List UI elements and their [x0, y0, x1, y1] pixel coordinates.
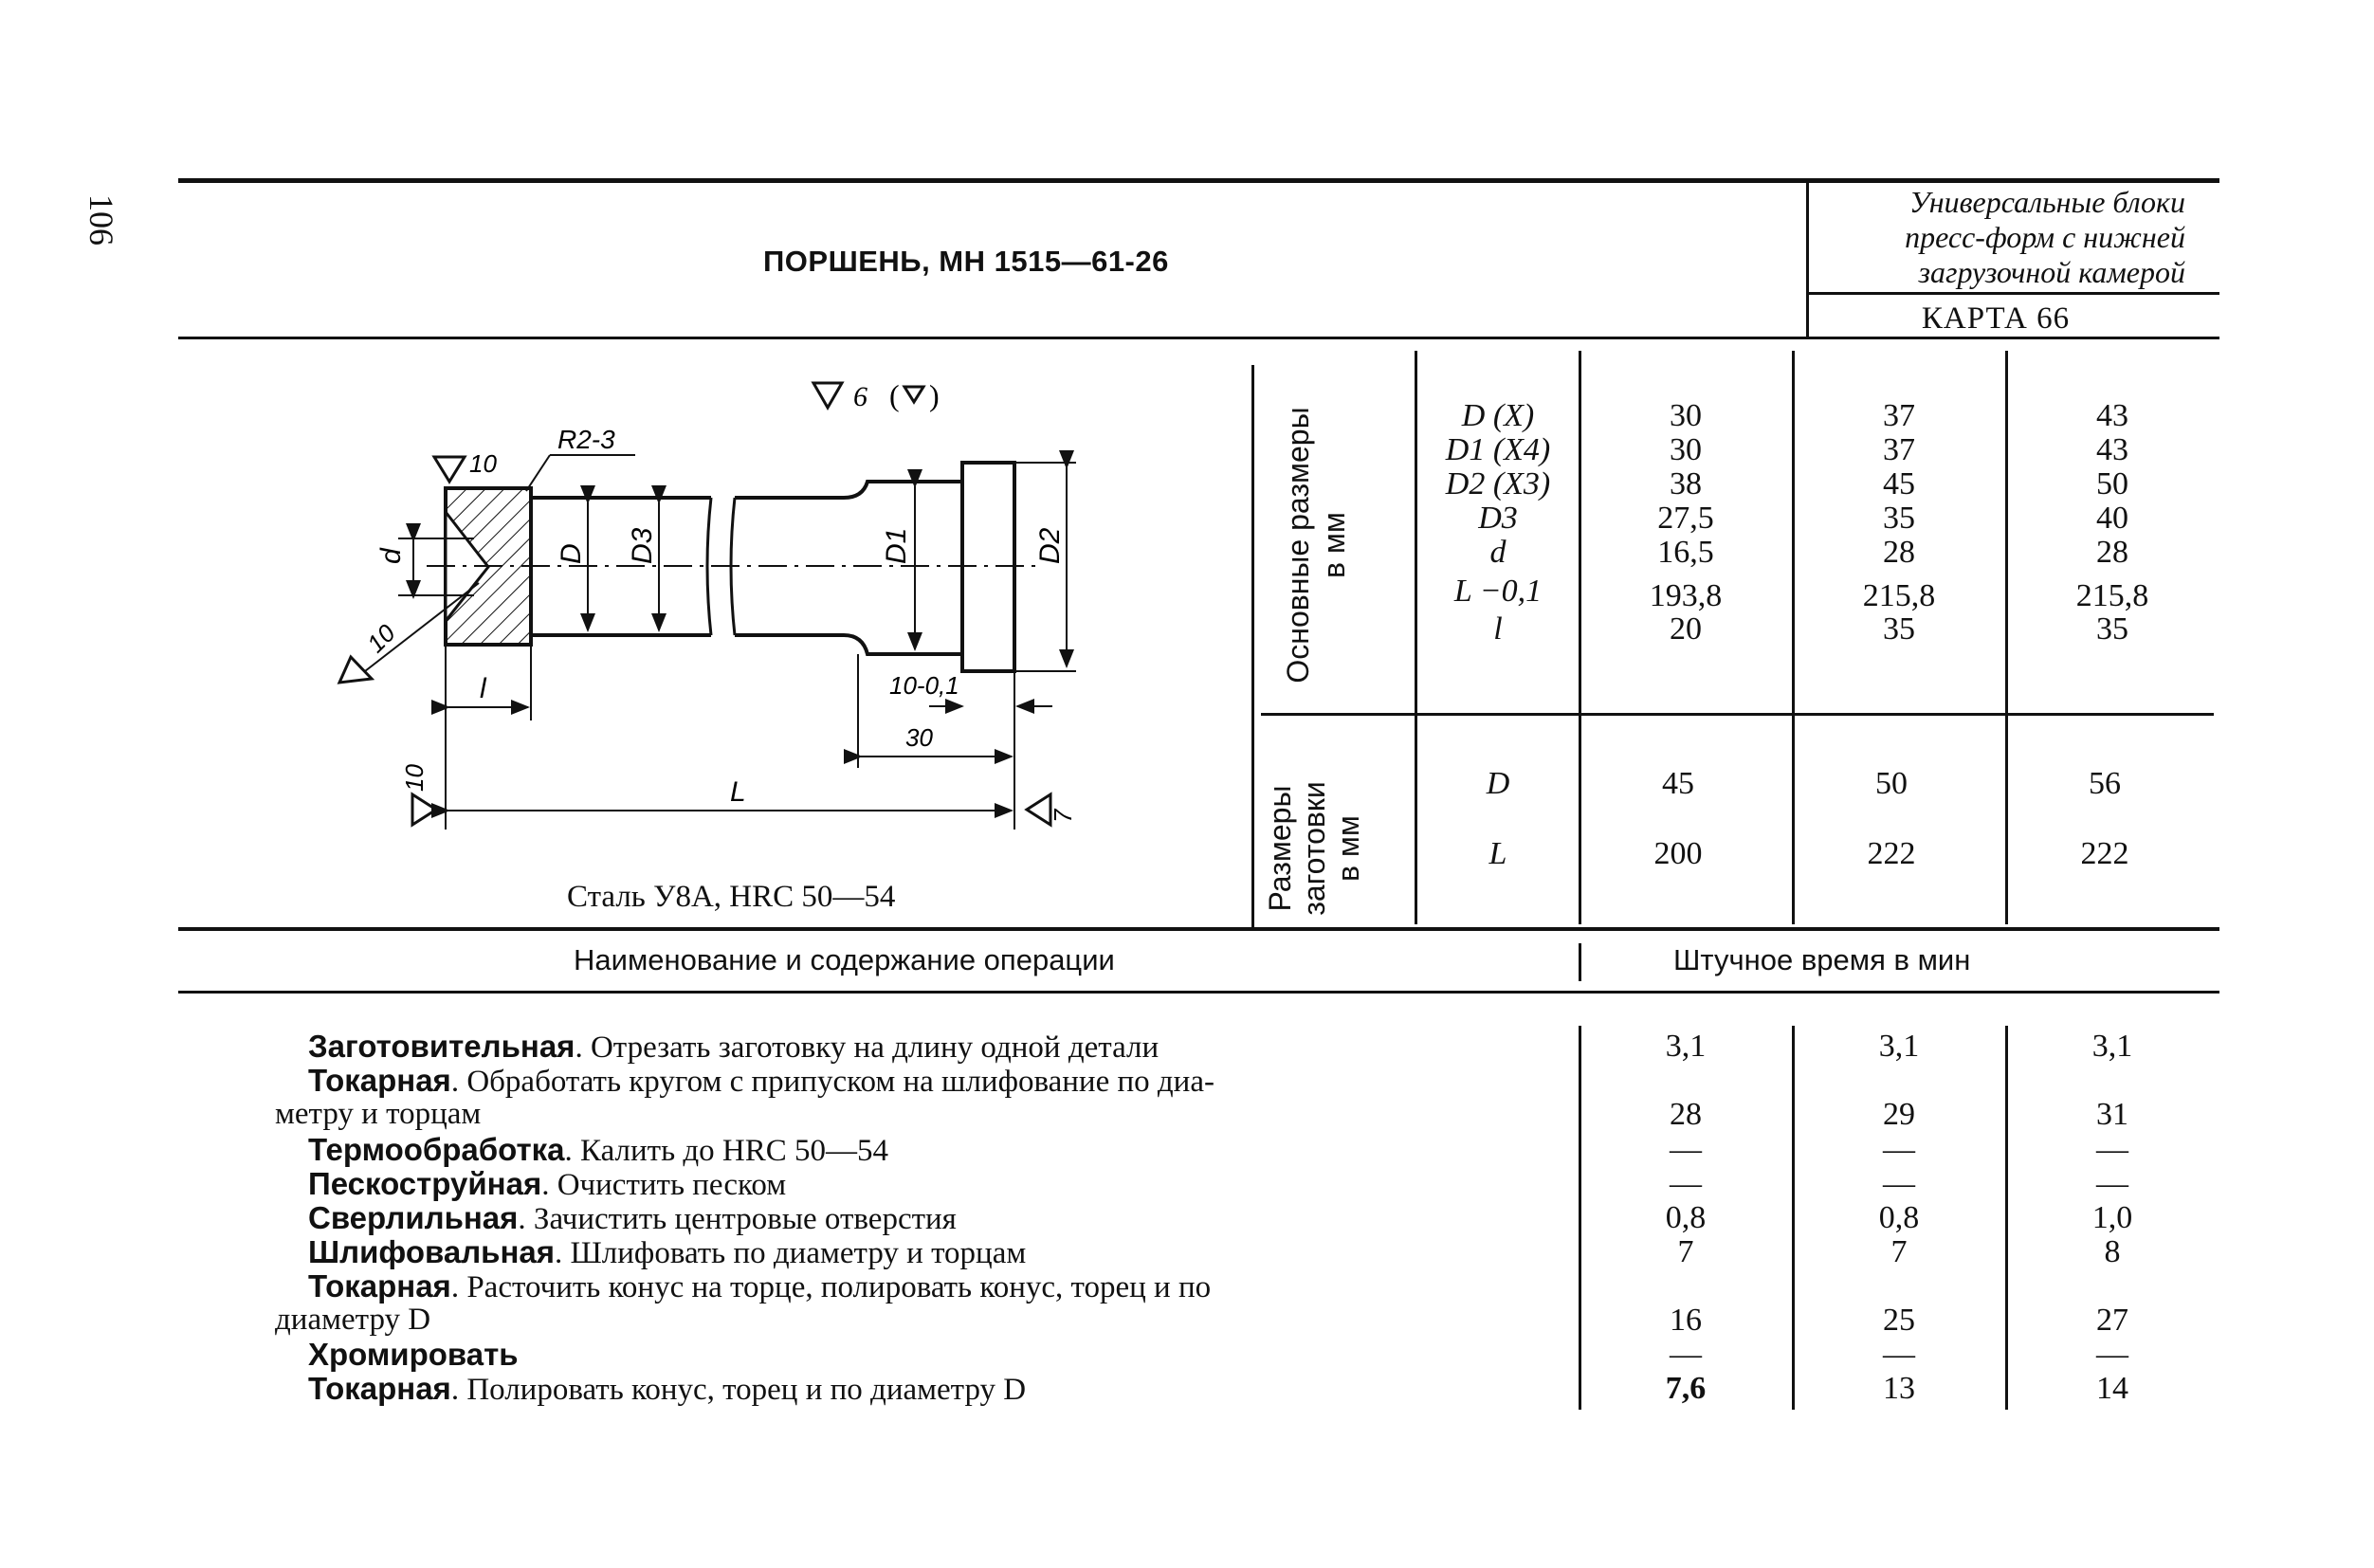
basic-dims-label-line: в мм	[1317, 512, 1351, 578]
operation-text: . Зачистить центровые отверстия	[518, 1202, 957, 1236]
operation-row	[308, 1029, 1159, 1066]
time-value: 25	[1883, 1303, 1915, 1338]
dim-value: 16,5	[1657, 535, 1714, 570]
dim-symbol: d	[1489, 535, 1507, 570]
basic-dims-label	[1280, 389, 1356, 702]
dim-symbol: D1 (X4)	[1445, 432, 1551, 467]
operation-name: Шлифовальная	[308, 1234, 556, 1269]
dim-value: 35	[1883, 501, 1915, 536]
dim-value: 35	[1883, 611, 1915, 647]
applicability-note	[1806, 185, 2185, 290]
operation-text: . Отрезать заготовку на длину одной детали	[575, 1030, 1160, 1065]
dim-d-label: d	[375, 548, 407, 564]
dims-divider	[1579, 351, 1581, 924]
dim-value: 193,8	[1649, 578, 1723, 613]
dim-value: 38	[1670, 466, 1702, 501]
piston-drawing	[322, 370, 1081, 863]
operation-name: Токарная	[308, 1063, 451, 1098]
applicability-line: пресс-форм с нижней	[1905, 220, 2185, 254]
time-value: 3,1	[1878, 1029, 1920, 1064]
blank-value: 222	[1867, 836, 1916, 871]
dim-symbol: D3	[1478, 501, 1518, 536]
time-divider	[2005, 1026, 2008, 1410]
applicability-line: Универсальные блоки	[1909, 185, 2185, 219]
dim-value: 43	[2096, 398, 2128, 433]
operation-name: Хромировать	[308, 1337, 519, 1372]
operation-text: . Шлифовать по диаметру и торцам	[555, 1236, 1027, 1270]
surface-finish-paren: (	[889, 378, 900, 412]
dim-value: 30	[1670, 432, 1702, 467]
blank-symbol: D	[1486, 766, 1510, 801]
time-value: 8	[2104, 1234, 2121, 1269]
blank-dims-label-line: Размеры	[1263, 785, 1297, 912]
dim-value: 50	[2096, 466, 2128, 501]
operation-text: . Расточить конус на торце, полировать конус, торец и по	[450, 1270, 1212, 1304]
roughness-label: 7	[1049, 809, 1077, 823]
dim-L-label: L	[730, 776, 746, 808]
time-column-header: Штучное время в мин	[1673, 943, 1971, 976]
time-value: 3,1	[1665, 1029, 1707, 1064]
operation-text: . Калить до HRC 50—54	[564, 1134, 889, 1168]
dim-symbol: L −0,1	[1453, 574, 1543, 609]
operation-row-cont: диаметру D	[275, 1303, 431, 1337]
operation-text: . Полировать конус, торец и по диаметру D	[450, 1373, 1027, 1407]
time-value: —	[2096, 1132, 2128, 1167]
header-rule	[178, 337, 2219, 339]
time-value: —	[1670, 1337, 1702, 1372]
piston-body-right	[735, 482, 962, 654]
operation-name: Термообработка	[308, 1132, 565, 1167]
page-number: 106	[82, 194, 120, 246]
dim-symbol: D (X)	[1461, 398, 1535, 433]
time-value: 27	[2096, 1303, 2128, 1338]
time-value: 7	[1677, 1234, 1694, 1269]
roughness-mark	[1027, 794, 1050, 825]
operation-text: . Очистить песком	[541, 1168, 787, 1202]
blank-value: 50	[1875, 766, 1908, 801]
roughness-mark	[412, 794, 436, 825]
dim-value: 35	[2096, 611, 2128, 647]
time-value: 3,1	[2091, 1029, 2133, 1064]
surface-finish-paren: )	[929, 378, 940, 412]
operation-text: . Обработать кругом с припуском на шлифование по диа-	[450, 1065, 1214, 1099]
dims-divider	[2005, 351, 2008, 924]
blank-dims-label	[1263, 725, 1377, 972]
blank-dims-label-line: заготовки	[1297, 781, 1331, 916]
page-title: ПОРШЕНЬ, МН 1515—61-26	[763, 245, 1169, 278]
roughness-mark	[434, 457, 465, 482]
dim-10-label: 10-0,1	[889, 671, 959, 700]
operation-name: Пескоструйная	[308, 1166, 542, 1201]
dim-value: 27,5	[1657, 501, 1714, 536]
surface-finish-main	[904, 387, 923, 402]
operation-row-cont: метру и торцам	[275, 1097, 482, 1131]
time-value: —	[2096, 1166, 2128, 1201]
blank-value: 45	[1662, 766, 1694, 801]
dim-D3-label: D3	[627, 527, 658, 564]
roughness-label: 10	[469, 449, 497, 478]
blank-value: 222	[2080, 836, 2129, 871]
operation-row	[308, 1268, 1211, 1305]
time-value: —	[2096, 1337, 2128, 1372]
operation-row	[308, 1063, 1214, 1100]
card-number: КАРТА 66	[1921, 301, 2071, 336]
ops-top-rule	[178, 927, 2219, 931]
top-rule	[178, 178, 2219, 183]
dim-value: 215,8	[1862, 578, 1936, 613]
time-value: 7	[1890, 1234, 1908, 1269]
time-divider	[1792, 1026, 1795, 1410]
dim-value: 37	[1883, 432, 1915, 467]
dims-divider	[1792, 351, 1795, 924]
operation-row	[308, 1132, 888, 1169]
dim-D1-label: D1	[881, 527, 912, 564]
operation-row	[308, 1371, 1026, 1408]
time-divider	[1579, 1026, 1581, 1410]
time-value: 7,6	[1665, 1371, 1707, 1406]
dim-D2-label: D2	[1034, 527, 1066, 564]
dim-l-label: l	[480, 673, 486, 704]
dim-value: 37	[1883, 398, 1915, 433]
dim-D-label: D	[556, 543, 587, 564]
time-value: —	[1883, 1337, 1915, 1372]
time-value: 0,8	[1665, 1200, 1707, 1235]
card-rule	[1806, 292, 2219, 295]
surface-finish-main	[813, 383, 842, 408]
time-value: 0,8	[1878, 1200, 1920, 1235]
time-value: —	[1670, 1166, 1702, 1201]
time-value: 31	[2096, 1097, 2128, 1132]
dim-value: 40	[2096, 501, 2128, 536]
time-value: 1,0	[2091, 1200, 2133, 1235]
operation-row	[308, 1166, 786, 1203]
dim-30-label: 30	[905, 723, 933, 752]
dim-symbol: l	[1493, 611, 1503, 647]
ops-header-divider	[1579, 943, 1581, 981]
blank-dims-label-line: в мм	[1331, 815, 1365, 882]
time-value: —	[1883, 1166, 1915, 1201]
dim-value: 28	[2096, 535, 2128, 570]
time-value: —	[1670, 1132, 1702, 1167]
dim-value: 45	[1883, 466, 1915, 501]
operation-column-header: Наименование и содержание операции	[574, 943, 1115, 976]
time-value: 29	[1883, 1097, 1915, 1132]
operation-row	[308, 1234, 1026, 1271]
blank-value: 56	[2089, 766, 2121, 801]
dim-value: 20	[1670, 611, 1702, 647]
radius-leader	[526, 455, 550, 491]
ops-header-rule	[178, 991, 2219, 994]
time-value: 28	[1670, 1097, 1702, 1132]
operation-name: Сверлильная	[308, 1200, 519, 1235]
operation-name: Заготовительная	[308, 1029, 575, 1064]
dim-value: 43	[2096, 432, 2128, 467]
radius-label: R2-3	[557, 425, 615, 454]
basic-dims-label-line: Основные размеры	[1281, 407, 1315, 684]
dims-divider	[1251, 365, 1254, 929]
dim-value: 30	[1670, 398, 1702, 433]
blank-value: 200	[1653, 836, 1703, 871]
time-value: —	[1883, 1132, 1915, 1167]
dim-value: 215,8	[2075, 578, 2149, 613]
operation-name: Токарная	[308, 1268, 451, 1304]
time-value: 16	[1670, 1303, 1702, 1338]
operation-name: Токарная	[308, 1371, 451, 1406]
blank-symbol: L	[1488, 836, 1507, 871]
time-value: 13	[1883, 1371, 1915, 1406]
dim-value: 28	[1883, 535, 1915, 570]
roughness-label: 10	[400, 764, 429, 792]
time-value: 14	[2096, 1371, 2128, 1406]
dims-divider	[1415, 351, 1417, 924]
material-note: Сталь У8А, HRC 50—54	[567, 880, 896, 914]
operation-row	[308, 1200, 957, 1237]
surface-finish-label: 6	[853, 381, 867, 412]
dim-symbol: D2 (X3)	[1445, 466, 1551, 501]
applicability-line: загрузочной камерой	[1918, 255, 2185, 289]
roughness-label: 10	[361, 618, 401, 659]
dims-rule	[1261, 713, 2214, 716]
operation-row	[308, 1337, 519, 1374]
